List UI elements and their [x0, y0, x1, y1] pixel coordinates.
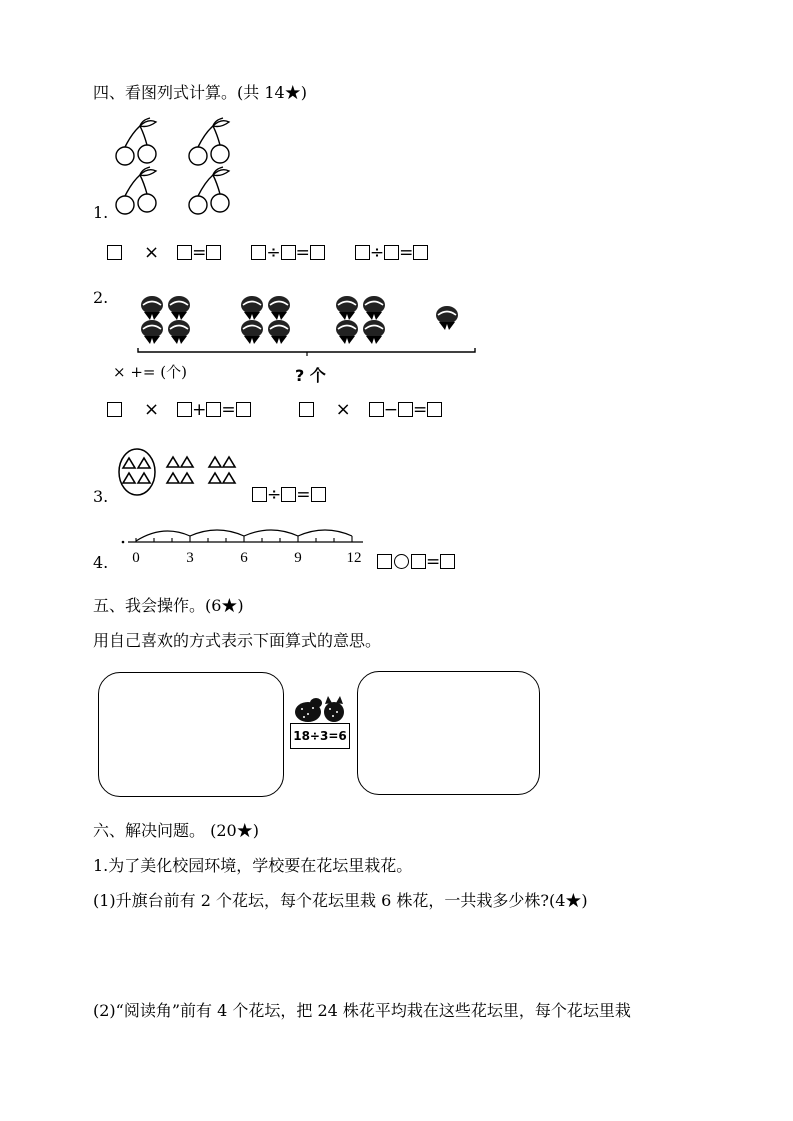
- triangles-illustration: [117, 447, 247, 502]
- drawing-area-left[interactable]: [98, 672, 284, 797]
- equals-sign: =: [399, 243, 414, 263]
- tick-label: 3: [186, 550, 194, 566]
- q1-equations: [107, 243, 428, 263]
- answer-box[interactable]: [177, 245, 192, 260]
- section-5-instruction: 用自己喜欢的方式表示下面算式的意思。: [93, 631, 382, 650]
- answer-box[interactable]: [252, 487, 267, 502]
- tick-label: 6: [240, 550, 248, 566]
- q2-equations: [107, 400, 442, 420]
- tick-label: 0: [132, 550, 140, 566]
- equals-sign: =: [296, 485, 311, 505]
- problem-1-part-2: (2)“阅读角”前有 4 个花坛，把 24 株花平均栽在这些花坛里，每个花坛里栽: [93, 1001, 631, 1020]
- answer-box[interactable]: [299, 402, 314, 417]
- answer-box[interactable]: [177, 402, 192, 417]
- answer-box[interactable]: [377, 554, 392, 569]
- answer-box[interactable]: [369, 402, 384, 417]
- problem-1-part-1: (1)升旗台前有 2 个花坛，每个花坛里栽 6 株花，一共栽多少株?(4★): [93, 891, 588, 910]
- answer-box[interactable]: [413, 245, 428, 260]
- answer-box[interactable]: [411, 554, 426, 569]
- problem-1-intro: 1.为了美化校园环境，学校要在花坛里栽花。: [93, 856, 413, 875]
- divide-sign: ÷: [267, 485, 282, 505]
- answer-box[interactable]: [310, 245, 325, 260]
- divide-sign: ÷: [369, 243, 385, 263]
- minus-sign: −: [383, 400, 398, 420]
- equals-sign: =: [221, 400, 236, 420]
- answer-box[interactable]: [107, 402, 122, 417]
- q2-question-label: ? 个: [295, 366, 326, 385]
- q1-number: 1.: [93, 203, 109, 222]
- answer-box[interactable]: [355, 245, 370, 260]
- answer-box[interactable]: [206, 402, 221, 417]
- answer-box[interactable]: [281, 245, 296, 260]
- q3-number: 3.: [93, 487, 109, 506]
- answer-box[interactable]: [311, 487, 326, 502]
- answer-box[interactable]: [398, 402, 413, 417]
- times-sign: ×: [144, 399, 160, 420]
- divide-sign: ÷: [266, 243, 281, 263]
- q2-side-label: × += (个): [113, 363, 187, 381]
- section-4-title: 四、看图列式计算。(共 14★): [93, 83, 307, 102]
- number-line: [118, 522, 368, 572]
- q3-equation: [252, 485, 326, 505]
- answer-box[interactable]: [236, 402, 251, 417]
- answer-box[interactable]: [427, 402, 442, 417]
- section-6-title: 六、解决问题。 (20★): [93, 821, 259, 840]
- answer-box[interactable]: [440, 554, 455, 569]
- equals-sign: =: [192, 243, 207, 263]
- section-5-title: 五、我会操作。(6★): [93, 596, 244, 615]
- q4-number: 4.: [93, 553, 109, 572]
- answer-box[interactable]: [384, 245, 399, 260]
- cherries-illustration: [112, 118, 247, 218]
- tick-label: 9: [294, 550, 302, 566]
- equals-sign: =: [295, 243, 310, 263]
- animals-icon: [292, 694, 350, 724]
- times-sign: ×: [335, 399, 351, 420]
- tick-label: 12: [346, 550, 362, 566]
- plus-sign: +: [192, 400, 207, 420]
- peaches-illustration: [135, 292, 480, 362]
- drawing-area-right[interactable]: [357, 671, 540, 795]
- answer-box[interactable]: [206, 245, 221, 260]
- q2-number: 2.: [93, 288, 109, 307]
- equals-sign: =: [426, 552, 441, 572]
- answer-box[interactable]: [107, 245, 122, 260]
- equals-sign: =: [412, 400, 428, 420]
- times-sign: ×: [144, 242, 160, 263]
- equation-card: 18÷3=6: [290, 723, 350, 749]
- answer-box[interactable]: [251, 245, 266, 260]
- q4-equation: [377, 552, 455, 572]
- answer-box[interactable]: [281, 487, 296, 502]
- operator-circle[interactable]: [394, 554, 409, 569]
